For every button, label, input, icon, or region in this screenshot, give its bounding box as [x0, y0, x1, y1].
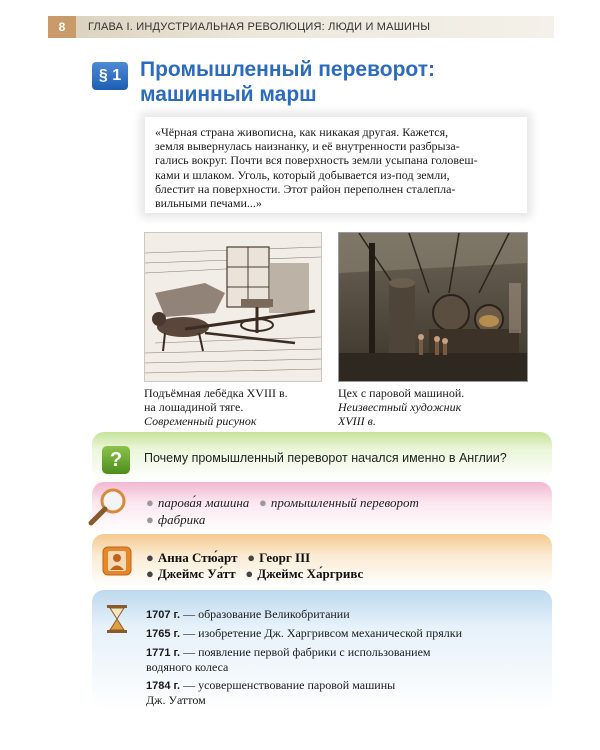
section-title-line2: машинный марш — [140, 83, 317, 106]
horse-winch-engraving-icon — [145, 233, 321, 381]
caption-source: XVIII в. — [338, 414, 376, 428]
caption-line: Цех с паровой машиной. — [338, 386, 465, 400]
section-title-line1: Промышленный переворот: — [140, 58, 435, 81]
person-name: Георг III — [259, 550, 311, 565]
date-text-cont: водяного колеса — [146, 660, 229, 674]
chapter-header — [48, 16, 554, 38]
term: промышленный переворот — [270, 495, 419, 510]
section-number-badge: § 1 — [92, 62, 128, 90]
person-name: Джеймс Уа́тт — [157, 566, 236, 581]
steam-engine-workshop-painting-icon — [339, 233, 527, 381]
quote-line: ками и шлаком. Уголь, который добывается из-под земли, — [155, 167, 450, 182]
date-text-cont: Дж. Уаттом — [146, 693, 206, 707]
dates-list — [146, 607, 506, 711]
caption-line: на лошадиной тяге. — [144, 400, 244, 414]
bullet-icon: ● — [245, 566, 254, 581]
date-entry — [146, 678, 506, 707]
person-icon — [102, 546, 132, 576]
question-icon: ? — [102, 446, 130, 474]
date-entry — [146, 626, 506, 641]
bullet-icon: ● — [146, 566, 154, 581]
date-year: 1707 г. — [146, 609, 181, 621]
image-caption-1 — [144, 386, 288, 428]
section-title — [140, 57, 435, 107]
caption-line: Подъёмная лебёдка XVIII в. — [144, 386, 288, 400]
terms-row — [146, 511, 419, 528]
bullet-icon: ● — [146, 550, 154, 565]
key-persons — [146, 550, 363, 582]
person-name: Анна Стю́арт — [157, 550, 238, 565]
person-name: Джеймс Ха́ргривс — [257, 566, 364, 581]
magnifier-icon — [86, 486, 130, 526]
date-year: 1771 г. — [146, 647, 181, 659]
quote-line: блестит на поверхности. Этот район переполнен сталепла- — [155, 181, 456, 196]
epigraph-quote — [145, 117, 527, 213]
terms-row — [146, 494, 419, 511]
quote-line: вильными печами...» — [155, 196, 262, 211]
caption-source: Современный рисунок — [144, 414, 257, 428]
quote-line: земля вывернулась наизнанку, и её внутренности разбрыза- — [155, 139, 460, 154]
caption-source: Неизвестный художник — [338, 400, 462, 414]
bullet-icon: ● — [146, 512, 154, 527]
persons-row — [146, 550, 363, 566]
bullet-icon: ● — [259, 495, 267, 510]
bullet-icon: ● — [146, 495, 154, 510]
chapter-title: ГЛАВА I. ИНДУСТРИАЛЬНАЯ РЕВОЛЮЦИЯ: ЛЮДИ И МАШИНЫ — [88, 21, 431, 33]
quote-line: «Чёрная страна живописна, как никакая другая. Кажется, — [155, 125, 449, 139]
date-entry — [146, 607, 506, 622]
date-text: — усовершенствование паровой машины — [183, 678, 396, 692]
date-text: — изобретение Дж. Харгривсом механической прялки — [183, 626, 463, 640]
term: парова́я машина — [157, 495, 250, 510]
bullet-icon: ● — [247, 550, 256, 565]
persons-row — [146, 566, 363, 582]
date-text: — появление первой фабрики с использованием — [183, 645, 431, 659]
date-text: — образование Великобритании — [183, 607, 350, 621]
date-year: 1765 г. — [146, 628, 181, 640]
term: фабрика — [157, 512, 206, 527]
question-text: Почему промышленный переворот начался именно в Англии? — [144, 451, 507, 465]
image-caption-2 — [338, 386, 464, 428]
quote-line: гались вокруг. Почти вся поверхность земли усыпана головеш- — [155, 153, 478, 168]
date-entry — [146, 645, 506, 674]
key-terms — [146, 494, 419, 528]
hourglass-icon — [106, 604, 128, 634]
date-year: 1784 г. — [146, 680, 181, 692]
page-number: 8 — [48, 16, 76, 38]
steam-workshop-image — [338, 232, 528, 382]
horse-winch-image — [144, 232, 322, 382]
